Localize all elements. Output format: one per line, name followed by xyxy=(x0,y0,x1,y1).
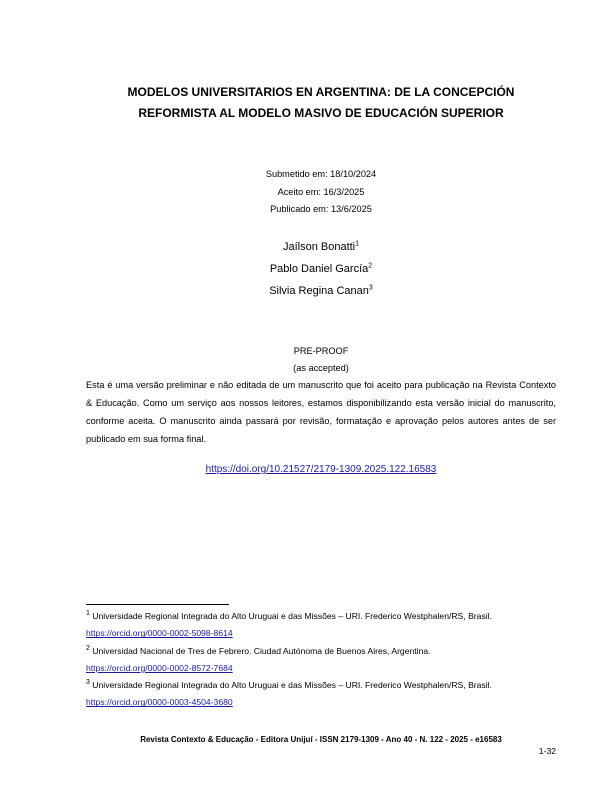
preproof-heading: PRE-PROOF xyxy=(293,346,349,356)
orcid-link[interactable]: https://orcid.org/0000-0002-8572-7684 xyxy=(86,662,233,673)
author xyxy=(86,258,556,280)
author xyxy=(86,280,556,302)
page-number: 1-32 xyxy=(538,746,556,756)
footnote-divider xyxy=(86,604,229,605)
journal-footer: Revista Contexto & Educação - Editora Unijuí - ISSN 2179-1309 - Ano 40 - N. 122 - 2025 - e16583 xyxy=(140,735,502,744)
preproof-subheading: (as accepted) xyxy=(293,363,349,373)
footnote-mark: 3 xyxy=(86,679,90,687)
orcid-link[interactable]: https://orcid.org/0000-0002-5098-8614 xyxy=(86,628,233,639)
footnote-mark: 2 xyxy=(86,644,90,652)
accepted-date: Aceito em: 16/3/2025 xyxy=(277,186,365,197)
footnote-3-orcid xyxy=(86,694,556,711)
title-line-1: MODELOS UNIVERSITARIOS EN ARGENTINA: DE LA CONCEPCIÓN xyxy=(127,85,515,99)
footnote-affiliation: Universidade Regional Integrada do Alto Uruguai e das Missões – URI. Frederico Westphalen/RS, Brasil. xyxy=(89,611,492,621)
author-footnote-mark[interactable]: 1 xyxy=(355,240,360,248)
footnote-1 xyxy=(86,608,556,625)
doi-link[interactable]: https://doi.org/10.21527/2179-1309.2025.122.16583 xyxy=(205,464,437,475)
footnote-affiliation: Universidade Regional Integrada do Alto Uruguai e das Missões – URI. Frederico Westphalen/RS, Brasil. xyxy=(89,680,492,691)
footnote-affiliation: Universidad Nacional de Tres de Febrero. Ciudad Autónoma de Buenos Aires, Argentina. xyxy=(89,645,431,656)
footnotes xyxy=(86,608,556,712)
preproof-notice: Esta é uma versão preliminar e não editada de um manuscrito que foi aceito para publicação na Revista Contexto & Educação. Como um serviço aos nossos leitores, estamos disponibilizando esta versão inicial do manuscrito, conforme aceita. O manuscrito ainda passará por revisão, formatação e aprovação pelos autores antes de ser publicado em sua forma final. xyxy=(86,380,556,444)
published-date: Publicado em: 13/6/2025 xyxy=(270,204,372,214)
article-title xyxy=(86,82,556,124)
author-name: Pablo Daniel García xyxy=(269,263,369,275)
submitted-date: Submetido em: 18/10/2024 xyxy=(265,169,377,179)
footnote-2 xyxy=(86,643,556,660)
footnote-1-orcid xyxy=(86,625,556,642)
author xyxy=(86,236,556,258)
author-footnote-mark[interactable]: 2 xyxy=(368,262,373,270)
footnote-mark: 1 xyxy=(86,610,90,618)
title-line-2: REFORMISTA AL MODELO MASIVO DE EDUCACIÓN SUPERIOR xyxy=(138,106,504,120)
footnote-3 xyxy=(86,677,556,694)
orcid-link[interactable]: https://orcid.org/0000-0003-4504-3680 xyxy=(86,697,233,708)
doi-container xyxy=(86,462,556,478)
footnote-2-orcid xyxy=(86,660,556,677)
author-name: Silvia Regina Canan xyxy=(269,285,369,297)
author-list xyxy=(86,236,556,302)
author-name: Jaílson Bonatti xyxy=(282,241,356,253)
author-footnote-mark[interactable]: 3 xyxy=(368,284,373,292)
preproof-label xyxy=(86,343,556,377)
publication-dates xyxy=(86,166,556,219)
